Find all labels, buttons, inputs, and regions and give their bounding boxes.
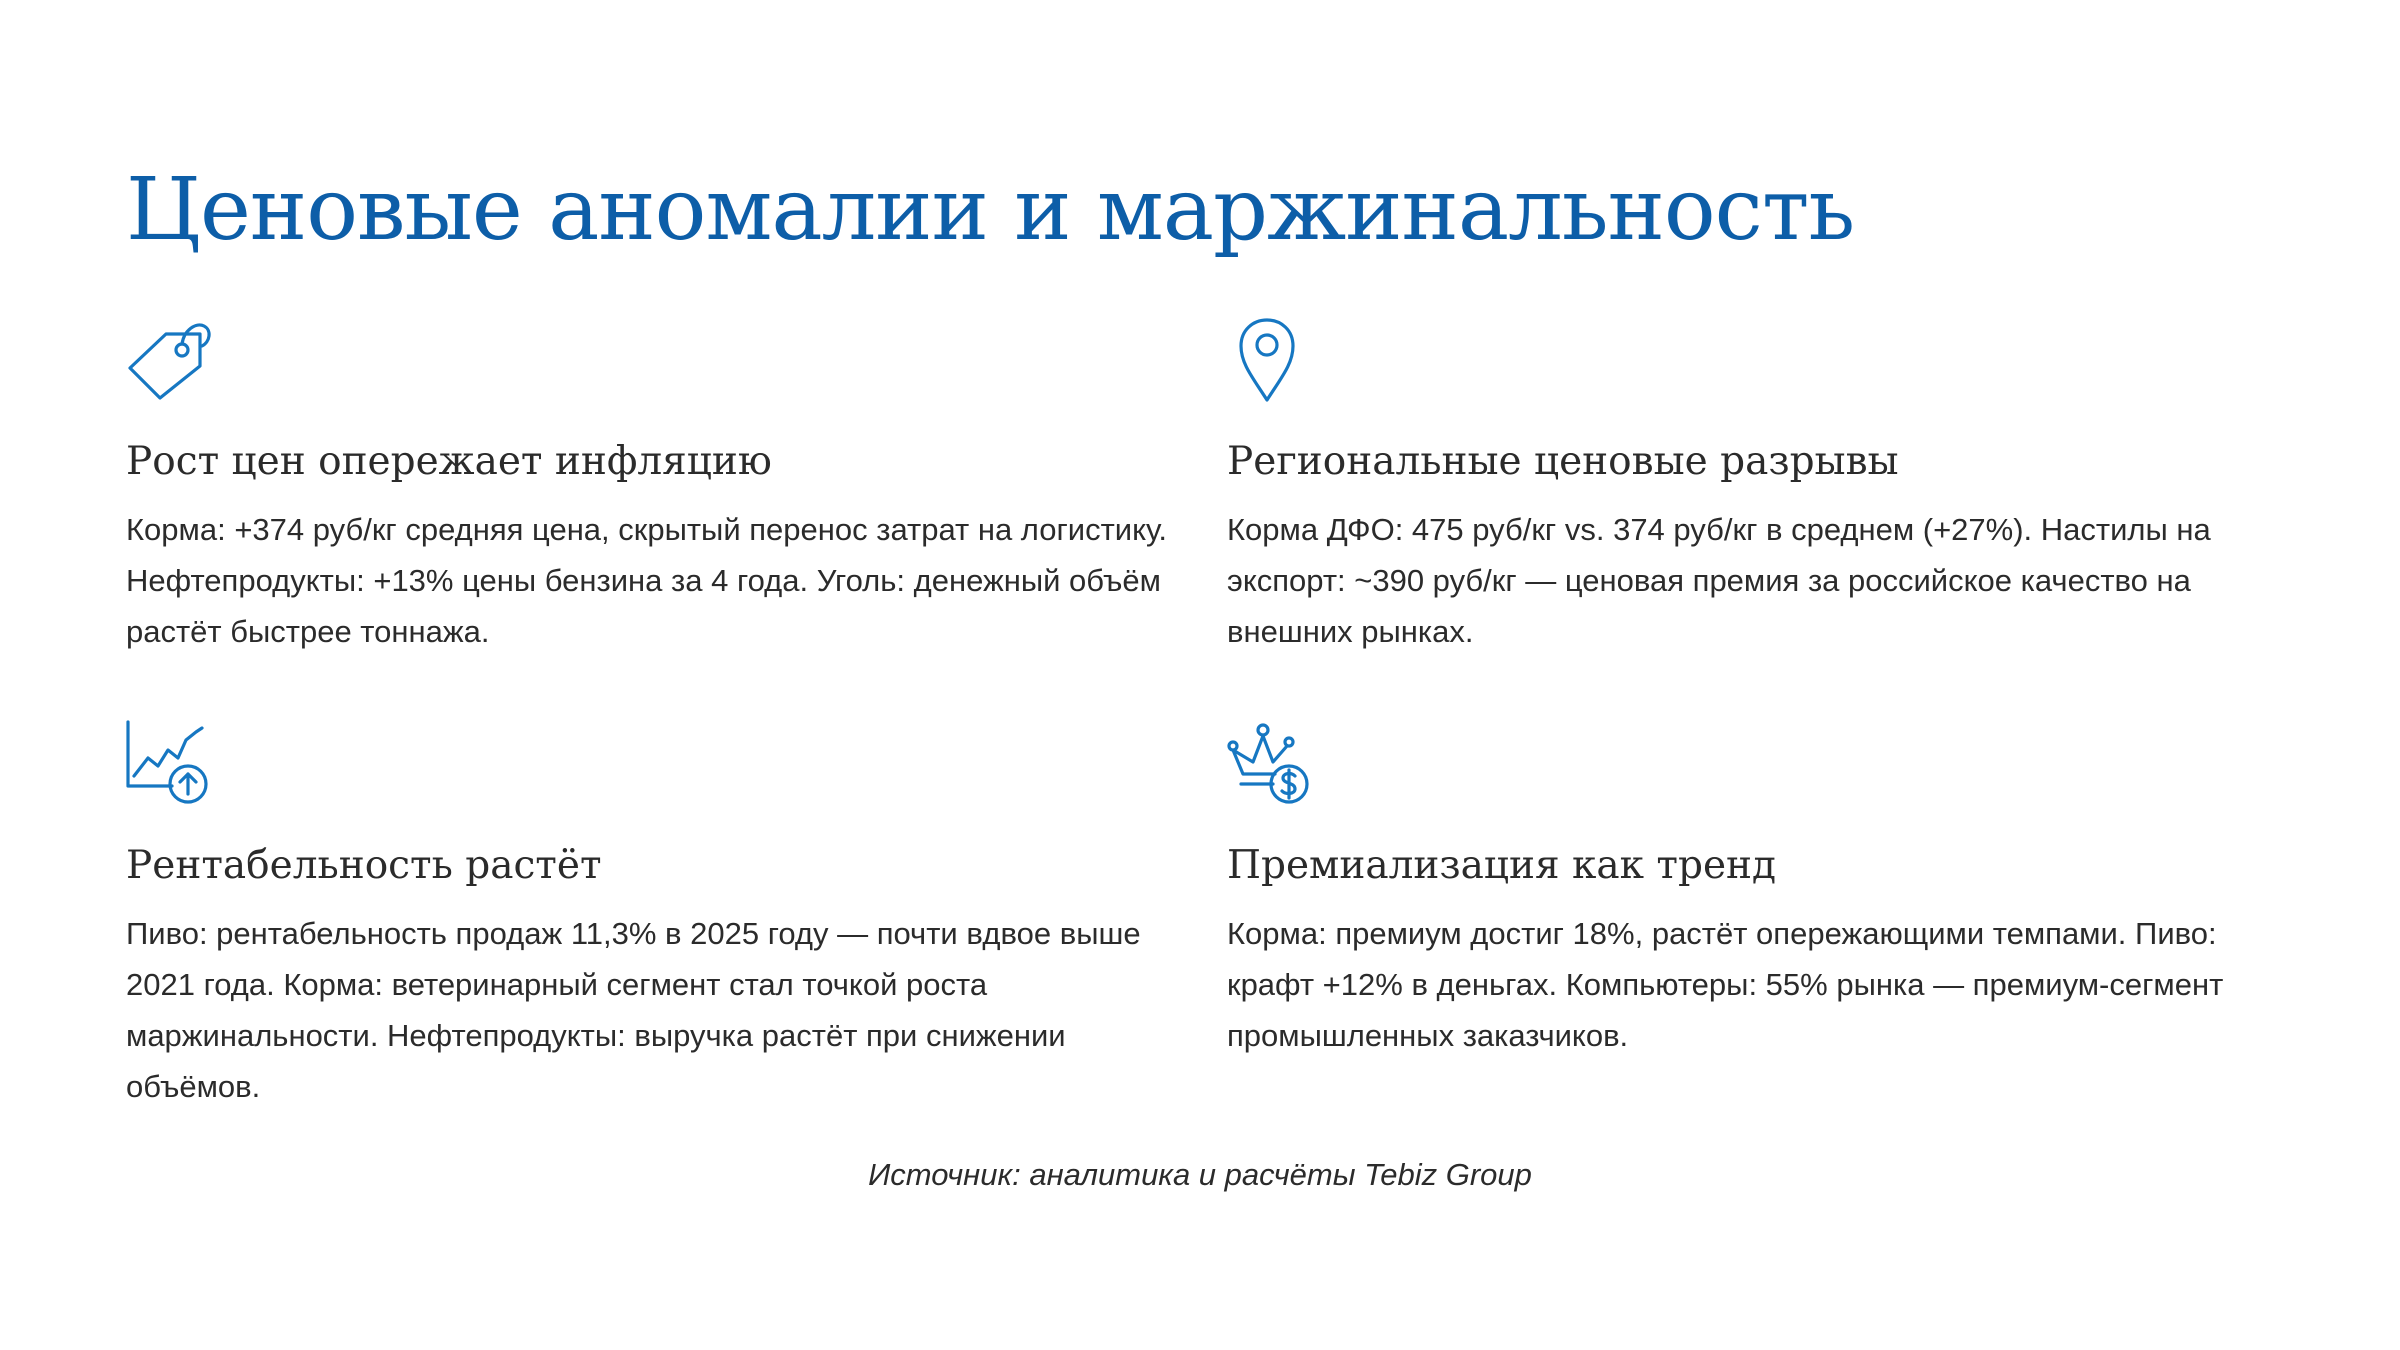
map-pin-icon [1227,316,1313,402]
card-text: Корма ДФО: 475 руб/кг vs. 374 руб/кг в среднем (+27%). Настилы на экспорт: ~390 руб/кг — ценовая премия за российское качество на внешних рынках. [1227,512,2211,649]
card-heading: Рост цен опережает инфляцию [126,439,772,484]
growth-chart-icon [126,720,212,806]
card-text: Корма: +374 руб/кг средняя цена, скрытый перенос затрат на логистику. Нефтепродукты: +13% цены бензина за 4 года. Уголь: денежный объём растёт быстрее тоннажа. [126,512,1168,649]
source-note: Источник: аналитика и расчёты Tebiz Group [868,1157,1532,1192]
card-heading: Премиализация как тренд [1227,843,1777,888]
page-title: Ценовые аномалии и маржинальность [126,160,1855,260]
card-heading: Региональные ценовые разрывы [1227,439,1899,484]
card-heading: Рентабельность растёт [126,843,602,888]
crown-dollar-icon [1227,720,1313,806]
card-text: Корма: премиум достиг 18%, растёт опережающими темпами. Пиво: крафт +12% в деньгах. Компьютеры: 55% рынка — премиум-сегмент промышленных заказчиков. [1227,916,2224,1053]
card-text: Пиво: рентабельность продаж 11,3% в 2025 году — почти вдвое выше 2021 года. Корма: ветеринарный сегмент стал точкой роста маржинальности. Нефтепродукты: выручка растёт при снижении объёмов. [126,916,1141,1104]
price-tag-icon [126,316,212,402]
